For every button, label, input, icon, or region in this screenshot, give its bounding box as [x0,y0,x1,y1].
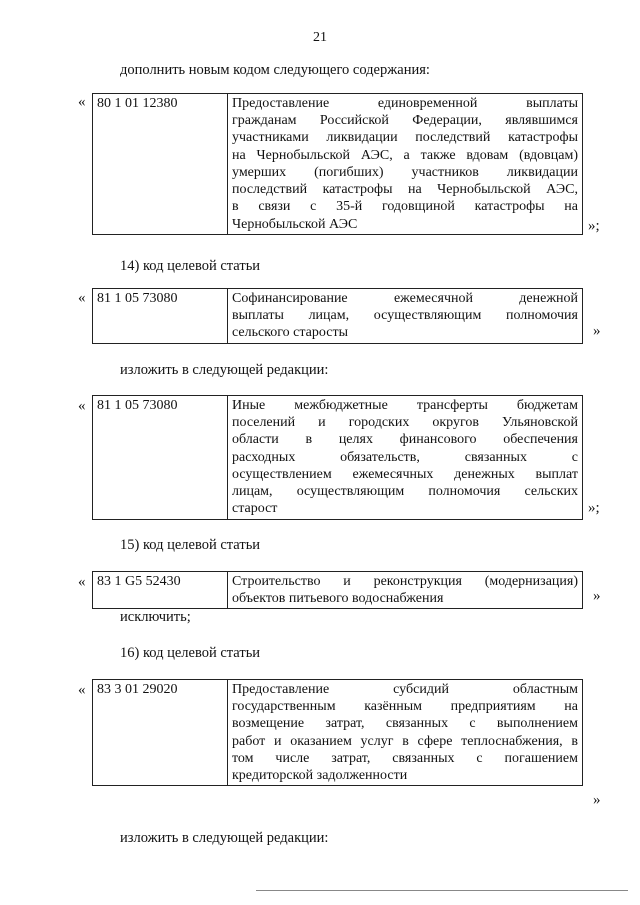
paragraph-item-16: 16) код целевой статьи [120,645,261,661]
paragraph-item-14: 14) код целевой статьи [120,258,261,274]
code-cell: 81 1 05 73080 [93,289,228,344]
description-cell: Строительство и реконструкция (модернизация) объектов питьевого водоснабжения [228,572,583,609]
footer-divider [256,890,628,891]
quote-open: « [78,682,86,698]
page-number: 21 [313,30,327,45]
code-table-83-3-01-29020 [92,679,583,786]
code-cell: 83 1 G5 52430 [93,572,228,609]
quote-close: » [593,323,601,339]
paragraph-new-edition-final: изложить в следующей редакции: [120,830,329,846]
code-table-81-1-05-73080-old [92,288,583,344]
paragraph-add-code: дополнить новым кодом следующего содержания: [120,62,430,78]
quote-open: « [78,574,86,590]
description-cell: Иные межбюджетные трансферты бюджетам поселений и городских округов Ульяновской области в целях финансового обеспечения расходных обязательств, связанных с осуществлением ежемесячных денежных выплат лицам, осуществляющим полномочия сельских старост [228,396,583,520]
description-cell: Предоставление субсидий областным государственным казённым предприятиям на возмещение затрат, связанных с выполнением работ и оказанием услуг в сфере теплоснабжения, в том числе затрат, связанных с погашением кредиторской задолженности [228,680,583,786]
code-cell: 83 3 01 29020 [93,680,228,786]
paragraph-new-edition: изложить в следующей редакции: [120,362,329,378]
quote-open: « [78,94,86,110]
quote-open: « [78,290,86,306]
quote-close: » [593,792,601,808]
code-table-80-1-01-12380 [92,93,583,235]
description-cell: Софинансирование ежемесячной денежной выплаты лицам, осуществляющим полномочия сельского старосты [228,289,583,344]
quote-close: »; [588,500,600,516]
code-cell: 81 1 05 73080 [93,396,228,520]
quote-close: »; [588,218,600,234]
quote-open: « [78,398,86,414]
paragraph-item-15: 15) код целевой статьи [120,537,261,553]
description-cell: Предоставление единовременной выплаты гражданам Российской Федерации, являвшимся участниками ликвидации последствий катастрофы на Чернобыльской АЭС, а также вдовам (вдовцам) умерших (погибших) участников ликвидации последствий катастрофы на Чернобыльской АЭС, в связи с 35-й годовщиной катастрофы на Чернобыльской АЭС [228,94,583,235]
code-cell: 80 1 01 12380 [93,94,228,235]
quote-close: » [593,588,601,604]
paragraph-exclude: исключить; [120,609,191,625]
code-table-83-1-g5-52430 [92,571,583,609]
code-table-81-1-05-73080-new [92,395,583,520]
